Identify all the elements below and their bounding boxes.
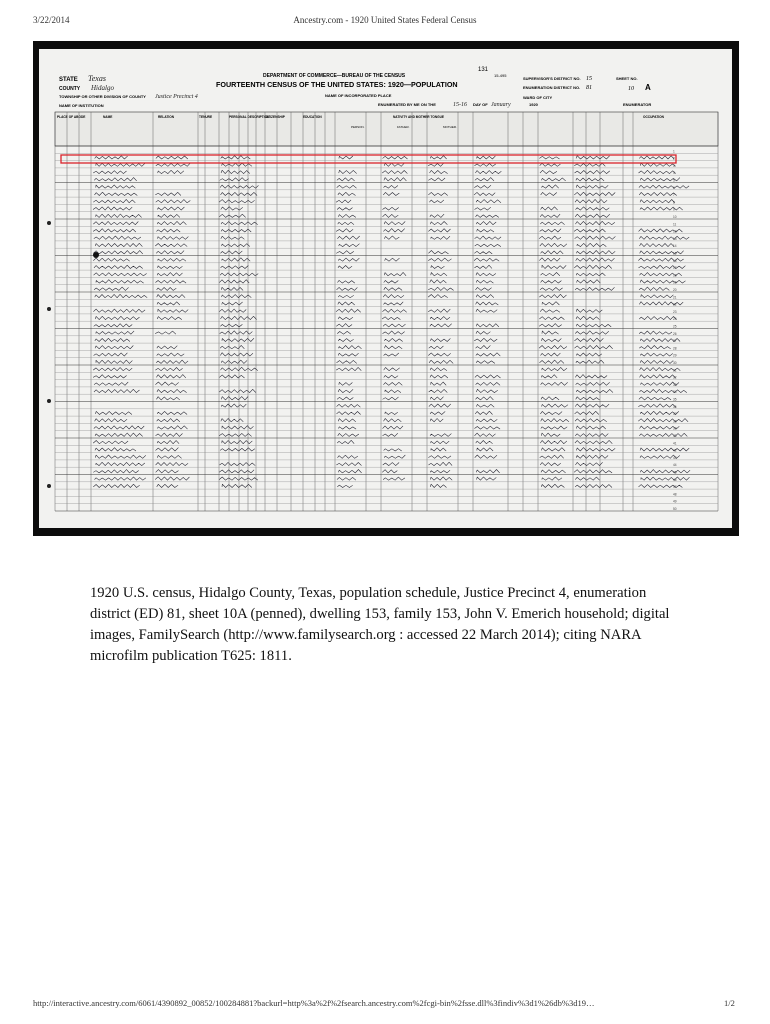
row-number: 17 xyxy=(673,266,677,271)
binding-hole xyxy=(47,484,51,488)
row-number: 30 xyxy=(673,361,677,365)
row-number: 12 xyxy=(673,229,677,234)
form-code: 15-495 xyxy=(494,73,507,78)
row-number: 23 xyxy=(673,309,677,314)
row-number: 42 xyxy=(673,448,677,453)
nativity-subheading: PERSON. xyxy=(351,125,365,129)
row-number: 13 xyxy=(673,236,677,241)
ward-label: WARD OF CITY xyxy=(523,95,553,100)
supervisor-value: 15 xyxy=(586,76,592,82)
row-number: 2 xyxy=(673,156,675,161)
row-number: 45 xyxy=(673,470,677,475)
section-heading: EDUCATION xyxy=(303,115,322,119)
row-number: 35 xyxy=(673,397,677,402)
supervisor-label: SUPERVISOR'S DISTRICT NO. xyxy=(523,76,581,81)
row-number: 3 xyxy=(673,163,675,168)
section-heading: PERSONAL DESCRIPTION xyxy=(229,115,270,119)
township-label: TOWNSHIP OR OTHER DIVISION OF COUNTY xyxy=(59,94,146,99)
county-label: COUNTY xyxy=(59,86,81,92)
census-title: FOURTEENTH CENSUS OF THE UNITED STATES: 1920—POPULATION xyxy=(216,80,458,89)
row-number: 14 xyxy=(673,244,677,249)
row-number: 5 xyxy=(673,178,675,183)
row-number: 41 xyxy=(673,441,677,446)
binding-hole xyxy=(47,399,51,403)
state-label: STATE xyxy=(59,77,78,83)
row-number: 4 xyxy=(673,171,675,176)
ed-label: ENUMERATION DISTRICT NO. xyxy=(523,85,581,90)
row-number: 22 xyxy=(673,302,677,307)
enumerated-day: 15-16 xyxy=(453,102,467,108)
row-number: 37 xyxy=(673,412,677,417)
section-heading: TENURE xyxy=(199,115,213,119)
row-number: 11 xyxy=(673,222,677,227)
section-heading: OCCUPATION xyxy=(643,115,664,119)
row-number: 32 xyxy=(673,375,677,380)
row-number: 20 xyxy=(673,288,677,292)
township-value: Justice Precinct 4 xyxy=(155,94,198,100)
row-number: 18 xyxy=(673,273,677,278)
row-number: 1 xyxy=(673,149,675,154)
row-number: 50 xyxy=(673,507,677,511)
enumerator-label: ENUMERATOR xyxy=(623,102,652,107)
census-sheet xyxy=(33,41,739,536)
row-number: 25 xyxy=(673,324,677,329)
county-value: Hidalgo xyxy=(91,84,114,92)
row-number: 31 xyxy=(673,368,677,373)
column-header-band xyxy=(55,112,718,146)
section-heading: NATIVITY AND MOTHER TONGUE xyxy=(393,115,445,119)
row-number: 24 xyxy=(673,317,677,322)
department-heading: DEPARTMENT OF COMMERCE—BUREAU OF THE CENSUS xyxy=(263,73,406,79)
ink-blot xyxy=(93,252,99,258)
row-number: 40 xyxy=(673,434,677,438)
print-date: 3/22/2014 xyxy=(33,15,70,25)
row-number: 33 xyxy=(673,382,677,387)
section-heading: RELATION xyxy=(158,115,175,119)
row-number: 38 xyxy=(673,419,677,424)
row-number: 34 xyxy=(673,390,677,395)
binding-hole xyxy=(47,307,51,311)
source-citation: 1920 U.S. census, Hidalgo County, Texas, population schedule, Justice Precinct 4, enumeration district (ED) 81, sheet 10A (penned), dwelling 153, family 153, John V. Emerich household; digital images, FamilySearch (http://www.familysearch.org : accessed 22 March 2014); citing NARA microfilm publication T625: 1811. xyxy=(90,585,670,664)
row-number: 15 xyxy=(673,251,677,256)
row-number: 28 xyxy=(673,346,677,351)
enumerated-month: January xyxy=(491,102,511,108)
row-number: 44 xyxy=(673,463,677,468)
row-number: 49 xyxy=(673,499,677,504)
row-number: 10 xyxy=(673,215,677,219)
section-heading: NAME xyxy=(103,115,113,119)
row-number: 7 xyxy=(673,193,675,198)
institution-label: NAME OF INSTITUTION xyxy=(59,103,104,108)
row-number: 26 xyxy=(673,331,677,336)
year-value: 1920 xyxy=(529,102,538,107)
row-number: 19 xyxy=(673,280,677,285)
row-number: 6 xyxy=(673,185,675,190)
sheet-letter: A xyxy=(645,83,651,92)
row-number: 47 xyxy=(673,485,677,490)
incorporated-label: NAME OF INCORPORATED PLACE xyxy=(325,93,392,98)
nativity-subheading: MOTHER. xyxy=(443,125,457,129)
page-number: 1/2 xyxy=(724,998,735,1008)
enumerated-label: ENUMERATED BY ME ON THE xyxy=(378,102,436,107)
print-header xyxy=(0,0,770,30)
stamp-number: 131 xyxy=(478,67,489,73)
row-number: 29 xyxy=(673,353,677,358)
binding-hole xyxy=(47,221,51,225)
row-number: 27 xyxy=(673,339,677,344)
row-number: 8 xyxy=(673,200,675,205)
ed-value: 81 xyxy=(586,85,592,91)
sheet-label: SHEET NO. xyxy=(616,76,638,81)
nativity-subheading: FATHER. xyxy=(397,125,410,129)
row-number: 39 xyxy=(673,426,677,431)
row-number: 16 xyxy=(673,258,677,263)
row-number: 21 xyxy=(673,295,677,300)
row-number: 9 xyxy=(673,207,675,212)
day-of-label: DAY OF xyxy=(473,102,488,107)
census-image[interactable] xyxy=(33,41,739,536)
sheet-value: 10 xyxy=(628,86,634,92)
row-number: 48 xyxy=(673,492,677,497)
row-number: 46 xyxy=(673,477,677,482)
print-url[interactable]: http://interactive.ancestry.com/6061/4390892_00852/100284881?backurl=http%3a%2f%2fsearch.ancestry.com%2fcgi-bin%2fsse.dll%3findiv%3d1%26db%3d19… xyxy=(33,998,595,1008)
row-number: 43 xyxy=(673,455,677,460)
print-title: Ancestry.com - 1920 United States Federal Census xyxy=(293,15,477,25)
section-heading: CITIZENSHIP xyxy=(265,115,285,119)
row-number: 36 xyxy=(673,404,677,409)
print-footer xyxy=(0,994,770,1024)
state-value: Texas xyxy=(88,74,106,83)
section-heading: PLACE OF ABODE xyxy=(57,115,86,119)
